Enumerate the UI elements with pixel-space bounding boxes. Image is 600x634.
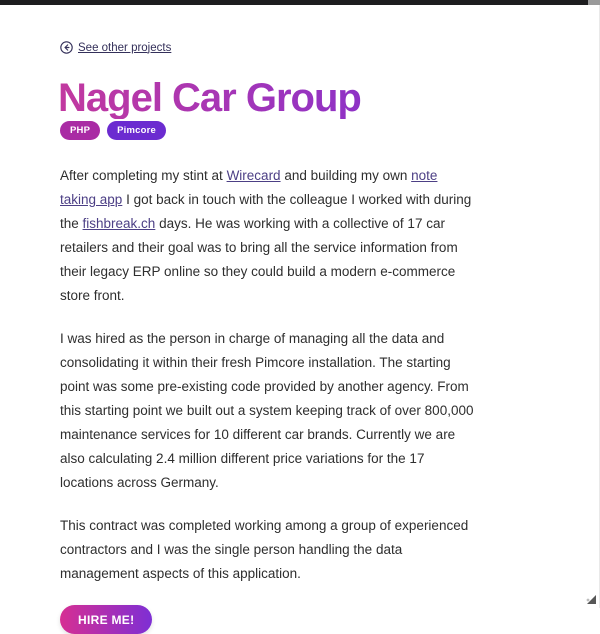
- paragraph: After completing my stint at Wirecard and building my own note taking app I got back in touch with the colleague I worked with during the fishbreak.ch days. He was working with a collective of 17 car retailers and their goal was to bring all the service information from their legacy ERP online so they could build a modern e-commerce store front.: [60, 168, 472, 303]
- article-body: [60, 164, 474, 586]
- hire-me-button[interactable]: HIRE ME!: [60, 605, 152, 634]
- badge-pimcore: Pimcore: [107, 121, 166, 140]
- inline-link[interactable]: note taking app: [60, 168, 438, 207]
- corner-resize-artifact-icon: [583, 591, 597, 605]
- arrow-left-circle-icon: [60, 41, 73, 54]
- main-content: [60, 5, 474, 634]
- inline-link[interactable]: fishbreak.ch: [82, 216, 156, 231]
- paragraph: I was hired as the person in charge of managing all the data and consolidating it within their fresh Pimcore installation. The starting point was some pre-existing code provided by another agency. From this starting point we built out a system keeping track of over 800,000 maintenance services for 10 different car brands. Currently we are also calculating 2.4 million different price variations for the 17 locations across Germany.: [60, 331, 474, 490]
- badge-php: PHP: [60, 121, 100, 140]
- tech-badges: [60, 121, 474, 140]
- back-link-label: See other projects: [78, 41, 172, 54]
- back-to-projects-link[interactable]: [60, 41, 171, 54]
- page-title: Nagel Car Group: [58, 77, 474, 119]
- paragraph: This contract was completed working among a group of experienced contractors and I was the single person handling the data management aspects of this application.: [60, 518, 469, 581]
- inline-link[interactable]: Wirecard: [226, 168, 281, 183]
